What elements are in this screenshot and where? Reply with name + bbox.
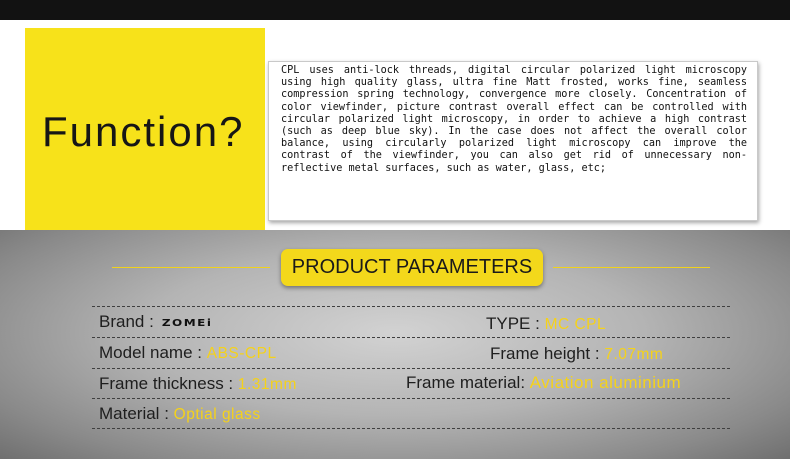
type-row: TYPE : MC CPL <box>486 314 607 333</box>
title-rule-left <box>112 267 270 268</box>
model-name-row: Model name : ABS-CPL <box>99 343 277 362</box>
frame-material-value: Aviation aluminium <box>529 373 682 392</box>
frame-thickness-value: 1.31mm <box>237 376 297 393</box>
title-rule-right <box>553 267 710 268</box>
function-title: Function? <box>42 108 245 155</box>
product-parameters-badge <box>281 249 543 286</box>
row-divider <box>92 428 730 429</box>
brand-row: Brand : ZOMEi <box>99 312 213 331</box>
top-dark-bar <box>0 0 790 20</box>
model-name-value: ABS-CPL <box>206 345 277 362</box>
brand-logo: ZOMEi <box>161 316 213 329</box>
function-description-box <box>268 61 758 221</box>
row-divider <box>92 398 730 399</box>
frame-height-row: Frame height : 7.07mm <box>490 344 664 363</box>
row-divider <box>92 337 730 338</box>
row-divider <box>92 368 730 369</box>
frame-material-label: Frame material <box>406 373 521 392</box>
brand-label: Brand <box>99 312 145 331</box>
model-name-label: Model name <box>99 343 193 362</box>
frame-height-value: 7.07mm <box>604 346 664 363</box>
frame-height-label: Frame height <box>490 344 591 363</box>
function-description: CPL uses anti-lock threads, digital circular polarized light microscopy using high quality glass, ultra fine Matt frosted, works fine, seamless compression spring technology, convergence more closely. Concentration of color viewfinder, picture contrast overall effect can be controlled with circular polarized light microscopy, in order to achieve a high contrast (such as deep blue sky). In the case does not affect the overall color balance, using circularly polarized light microscopy can improve the contrast of the viewfinder, you can also get rid of unnecessary non-reflective metal surfaces, such as water, glass, etc; <box>281 65 747 174</box>
type-label: TYPE <box>486 314 531 333</box>
function-section <box>0 20 790 230</box>
product-parameters-title: PRODUCT PARAMETERS <box>291 256 533 278</box>
material-value: Optial glass <box>173 406 261 423</box>
function-title-panel <box>25 28 265 238</box>
type-value: MC CPL <box>544 316 607 333</box>
frame-thickness-row: Frame thickness : 1.31mm <box>99 374 297 393</box>
frame-material-row: Frame material: Aviation aluminium <box>406 373 682 392</box>
row-divider <box>92 306 730 307</box>
material-row: Material : Optial glass <box>99 404 261 423</box>
frame-thickness-label: Frame thickness <box>99 374 224 393</box>
material-label: Material <box>99 404 160 423</box>
